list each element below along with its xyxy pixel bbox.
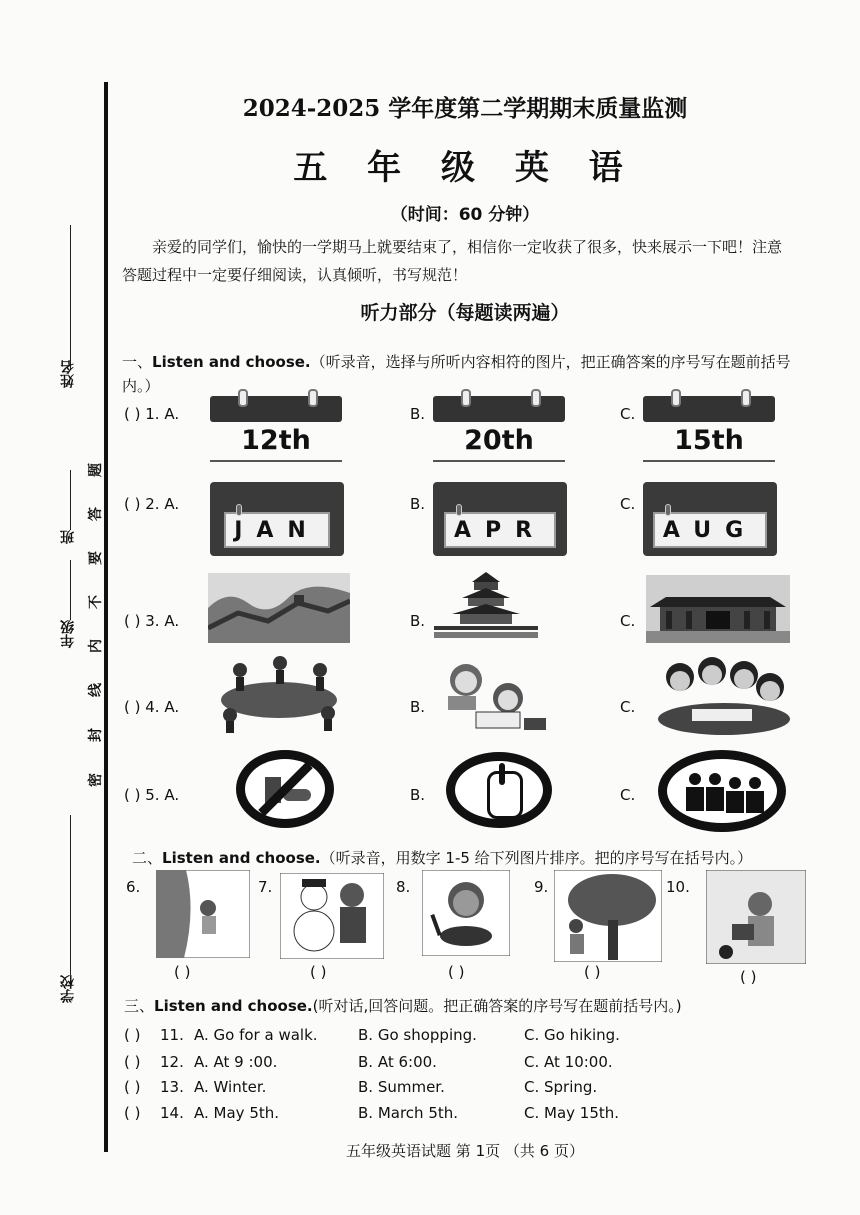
q1-number: ( ) 1. A. xyxy=(124,405,180,423)
seal-char: 要 xyxy=(88,551,104,565)
q5-c: C. xyxy=(620,786,636,804)
binding-line xyxy=(104,82,108,1152)
q4-b: B. xyxy=(410,698,426,716)
answer-paren-7[interactable]: ( ) xyxy=(310,963,327,981)
school-blank xyxy=(70,815,71,975)
great-wall-image xyxy=(208,573,350,643)
answer-paren-6[interactable]: ( ) xyxy=(174,963,191,981)
option-b: B. Go shopping. xyxy=(358,1026,477,1044)
page-footer: 五年级英语试题 第 1页 （共 6 页） xyxy=(346,1142,584,1160)
seal-char: 答 xyxy=(88,507,104,521)
snowman-image xyxy=(280,873,384,959)
eating-noodles-image xyxy=(422,870,510,956)
answer-paren[interactable]: ( ) xyxy=(124,1053,141,1071)
seal-char: 内 xyxy=(88,639,104,653)
children-group-study-image xyxy=(652,655,794,741)
group-sign xyxy=(658,750,786,832)
calendar-12th: 12th xyxy=(210,396,342,462)
class-label: 班 xyxy=(60,530,76,544)
q3-c: C. xyxy=(620,612,636,630)
option-a: A. Go for a walk. xyxy=(194,1026,318,1044)
seal-char: 密 xyxy=(88,773,104,787)
q1-b: B. xyxy=(410,405,426,423)
month-card-aug: AUG xyxy=(643,482,777,556)
picking-apples-image xyxy=(554,870,662,962)
children-dancing-image xyxy=(210,655,348,733)
option-a: A. Winter. xyxy=(194,1078,267,1096)
section1-heading: 一、Listen and choose.（听录音，选择与所听内容相符的图片，把正确答案的序号写在题前括号内。） xyxy=(122,353,791,395)
calendar-15th: 15th xyxy=(643,396,775,462)
answer-paren[interactable]: ( ) xyxy=(124,1104,141,1122)
answer-paren-10[interactable]: ( ) xyxy=(740,968,757,986)
item-7-number: 7. xyxy=(258,878,273,896)
q4-number: ( ) 4. A. xyxy=(124,698,180,716)
carrying-box-image xyxy=(706,870,806,964)
item-10-number: 10. xyxy=(666,878,690,896)
month-card-jan: JAN xyxy=(210,482,344,556)
option-c: C. May 15th. xyxy=(524,1104,620,1122)
q5-b: B. xyxy=(410,786,426,804)
subject-title: 五 年 级 英 语 xyxy=(293,148,637,188)
answer-paren[interactable]: ( ) xyxy=(124,1078,141,1096)
month-card-apr: APR xyxy=(433,482,567,556)
q3-b: B. xyxy=(410,612,426,630)
q2-b: B. xyxy=(410,495,426,513)
seal-char: 不 xyxy=(88,595,104,609)
item-9-number: 9. xyxy=(534,878,549,896)
question-number: 13. xyxy=(160,1078,184,1096)
forbidden-city-image xyxy=(646,575,790,643)
seal-char: 线 xyxy=(88,683,104,697)
time-limit: （时间：60 分钟） xyxy=(390,205,540,225)
question-number: 12. xyxy=(160,1053,184,1071)
answer-paren-8[interactable]: ( ) xyxy=(448,963,465,981)
q1-c: C. xyxy=(620,405,636,423)
q4-c: C. xyxy=(620,698,636,716)
school-label: 学校 xyxy=(60,975,76,1003)
name-blank xyxy=(70,225,71,370)
children-reading-image xyxy=(436,658,548,736)
question-number: 14. xyxy=(160,1104,184,1122)
part-title: 听力部分（每题读两遍） xyxy=(360,302,570,324)
answer-paren[interactable]: ( ) xyxy=(124,1026,141,1044)
quiet-sign xyxy=(446,752,552,828)
q5-number: ( ) 5. A. xyxy=(124,786,180,804)
no-food-sign xyxy=(236,750,334,828)
q2-number: ( ) 2. A. xyxy=(124,495,180,513)
q3-number: ( ) 3. A. xyxy=(124,612,180,630)
calendar-20th: 20th xyxy=(433,396,565,462)
option-c: C. Go hiking. xyxy=(524,1026,620,1044)
item-8-number: 8. xyxy=(396,878,411,896)
grade-label: 年级 xyxy=(60,620,76,648)
q2-c: C. xyxy=(620,495,636,513)
option-c: C. Spring. xyxy=(524,1078,598,1096)
section2-heading: 二、Listen and choose.（听录音，用数字 1-5 给下列图片排序。把的序号写在括号内。） xyxy=(132,849,753,867)
section3-heading: 三、Listen and choose.(听对话,回答问题。把正确答案的序号写在题前括号内。) xyxy=(124,997,682,1015)
grade-blank xyxy=(70,560,71,620)
option-b: B. Summer. xyxy=(358,1078,445,1096)
option-b: B. March 5th. xyxy=(358,1104,459,1122)
question-number: 11. xyxy=(160,1026,184,1044)
name-label: 姓名 xyxy=(60,360,76,388)
option-c: C. At 10:00. xyxy=(524,1053,613,1071)
seal-char: 题 xyxy=(88,463,104,477)
item-6-number: 6. xyxy=(126,878,141,896)
option-b: B. At 6:00. xyxy=(358,1053,437,1071)
option-a: A. At 9 :00. xyxy=(194,1053,278,1071)
answer-paren-9[interactable]: ( ) xyxy=(584,963,601,981)
option-a: A. May 5th. xyxy=(194,1104,280,1122)
class-blank xyxy=(70,470,71,530)
exam-title: 2024-2025 学年度第二学期期末质量监测 xyxy=(242,95,688,122)
climbing-image xyxy=(156,870,250,958)
intro-text: 亲爱的同学们，愉快的一学期马上就要结束了，相信你一定收获了很多，快来展示一下吧！注意答题过程中一定要仔细阅读，认真倾听，书写规范！ xyxy=(122,238,783,284)
seal-char: 封 xyxy=(88,728,104,742)
temple-of-heaven-image xyxy=(430,570,542,642)
